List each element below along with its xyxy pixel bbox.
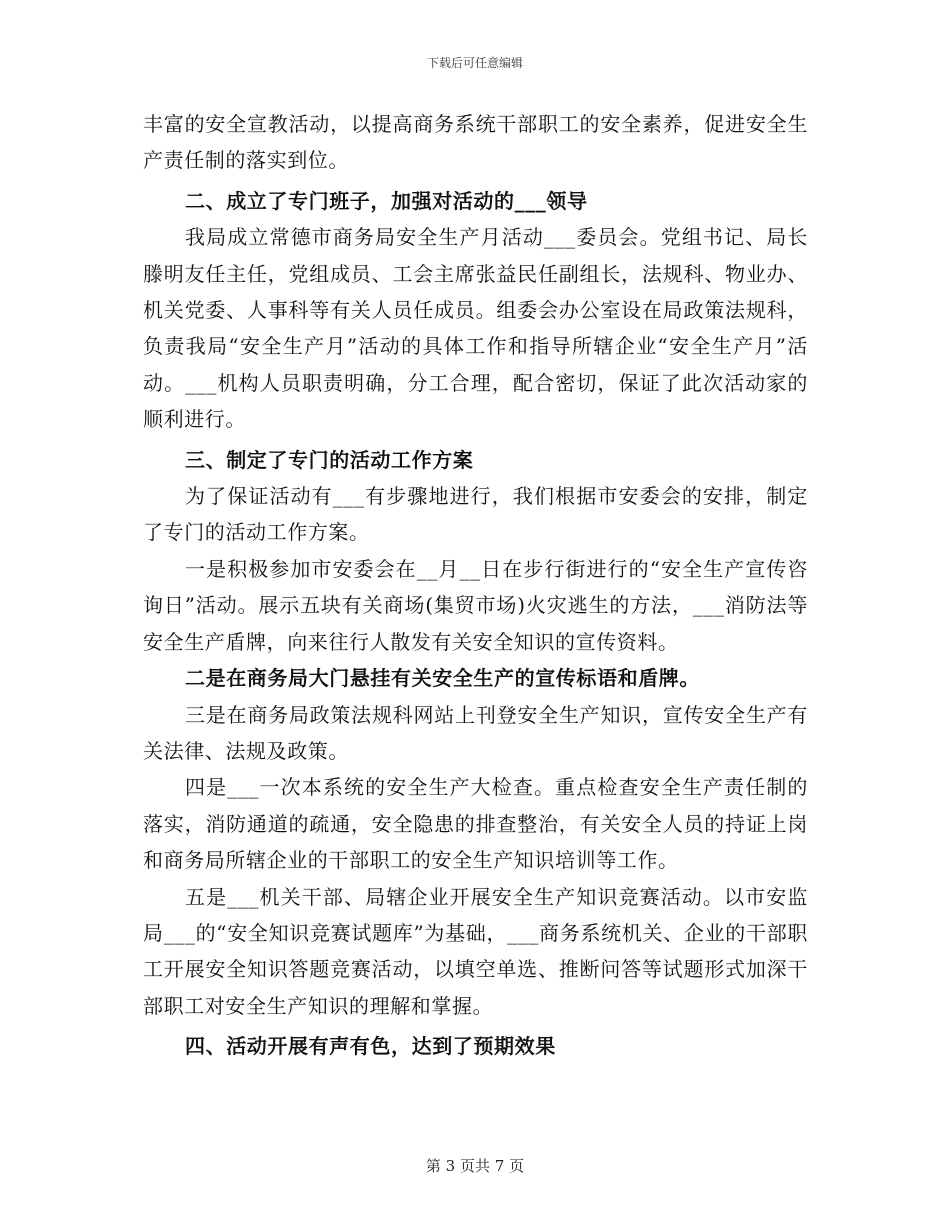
- section-heading: 四、活动开展有声有色，达到了预期效果: [185, 1034, 556, 1059]
- paragraph: 五是___机关干部、局辖企业开展安全生产知识竞赛活动。以市安监局___的“安全知识竞赛试题库”为基础，___商务系统机关、企业的干部职工开展安全知识答题竞赛活动，以填空单选、推断问答等试题形式加深干部职工对安全生产知识的理解和掌握。: [143, 884, 808, 1018]
- paragraph: 三是在商务局政策法规科网站上刊登安全生产知识，宣传安全生产有关法律、法规及政策。: [143, 702, 808, 763]
- paragraph: 为了保证活动有___有步骤地进行，我们根据市安委会的安排，制定了专门的活动工作方案。: [143, 484, 808, 545]
- paragraph: 丰富的安全宣教活动，以提高商务系统干部职工的安全素养，促进安全生产责任制的落实到位。: [143, 112, 808, 173]
- paragraph: 四是___一次本系统的安全生产大检查。重点检查安全生产责任制的落实，消防通道的疏通，安全隐患的排查整治，有关安全人员的持证上岗和商务局所辖企业的干部职工的安全生产知识培训等工作。: [143, 775, 808, 873]
- document-body: [143, 106, 808, 1065]
- paragraph: 我局成立常德市商务局安全生产月活动___委员会。党组书记、局长滕明友任主任，党组成员、工会主席张益民任副组长，法规科、物业办、机关党委、人事科等有关人员任成员。组委会办公室设在局政策法规科，负责我局“安全生产月”活动的具体工作和指导所辖企业“安全生产月”活动。___机构人员职责明确，分工合理，配合密切，保证了此次活动家的顺利进行。: [143, 225, 808, 432]
- section-heading: 二、成立了专门班子，加强对活动的___领导: [185, 188, 588, 213]
- bold-paragraph: 二是在商务局大门悬挂有关安全生产的宣传标语和盾牌。: [185, 666, 700, 691]
- page-header: 下载后可任意编辑: [426, 56, 523, 70]
- page-footer: 第 3 页共 7 页: [425, 1157, 525, 1175]
- paragraph: 一是积极参加市安委会在__月__日在步行街进行的“安全生产宣传咨询日”活动。展示五块有关商场(集贸市场)火灾逃生的方法，___消防法等安全生产盾牌，向来往行人散发有关安全知识的宣传资料。: [143, 556, 808, 654]
- section-heading: 三、制定了专门的活动工作方案: [185, 447, 474, 472]
